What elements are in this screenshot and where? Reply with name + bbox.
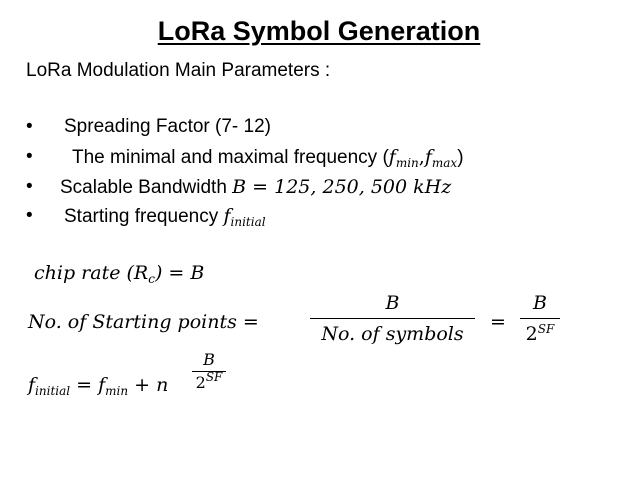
- chip-rate-right: ) = B: [154, 262, 205, 284]
- bullet-marker: •: [26, 146, 33, 167]
- power-exponent: SF: [537, 322, 555, 336]
- power-fraction: [520, 292, 560, 345]
- chip-rate-subscript: c: [148, 272, 155, 286]
- fmin-sub: min: [105, 384, 129, 398]
- bullet-frequency-range: [72, 146, 464, 169]
- power-base: 2: [525, 323, 538, 345]
- bullet-marker: •: [26, 116, 33, 137]
- bullet-bandwidth: [60, 176, 451, 199]
- finitial-fraction-numerator: B: [203, 350, 215, 369]
- finitial-f: f: [28, 374, 36, 396]
- bullet-starting-frequency: [64, 205, 266, 228]
- fmax-symbol: f: [424, 146, 432, 168]
- symbols-fraction-numerator: B: [385, 292, 400, 314]
- close-paren: ): [457, 147, 464, 168]
- fmin-f: f: [98, 374, 106, 396]
- bullet-marker: •: [26, 176, 33, 197]
- starting-points-left: No. of Starting points =: [28, 311, 259, 333]
- subtitle: LoRa Modulation Main Parameters :: [26, 60, 331, 81]
- bandwidth-expression: B = 125, 250, 500 kHz: [232, 176, 452, 198]
- finitial-subscript: initial: [230, 215, 266, 229]
- fmin-symbol: f: [388, 146, 396, 168]
- finitial-equation: [28, 374, 168, 396]
- power-exponent: SF: [205, 370, 223, 384]
- bullet-spreading-factor: Spreading Factor (7- 12): [64, 116, 271, 137]
- chip-rate-left: chip rate (R: [34, 262, 149, 284]
- finitial-symbol: f: [223, 205, 231, 227]
- finitial-fraction-denominator: [196, 372, 223, 392]
- frequency-range-text: The minimal and maximal frequency (: [72, 147, 389, 168]
- plus-n: + n: [128, 374, 169, 396]
- starting-points-equals: =: [490, 311, 506, 333]
- chip-rate-equation: [34, 262, 204, 284]
- slide-title: LoRa Symbol Generation: [157, 16, 481, 46]
- symbols-fraction-denominator: No. of symbols: [321, 323, 464, 345]
- fmax-subscript: max: [431, 156, 458, 170]
- power-base: 2: [195, 373, 206, 392]
- comma: ,: [418, 146, 425, 168]
- finitial-sub: initial: [35, 384, 71, 398]
- bandwidth-label: Scalable Bandwidth: [60, 177, 233, 198]
- equals-sign: =: [70, 374, 99, 396]
- power-fraction-denominator: [526, 319, 555, 345]
- starting-frequency-label: Starting frequency: [64, 206, 224, 227]
- fmin-subscript: min: [395, 156, 419, 170]
- symbols-fraction: [310, 292, 475, 345]
- finitial-fraction: [192, 350, 226, 392]
- bullet-marker: •: [26, 205, 33, 226]
- power-fraction-numerator: B: [533, 292, 547, 314]
